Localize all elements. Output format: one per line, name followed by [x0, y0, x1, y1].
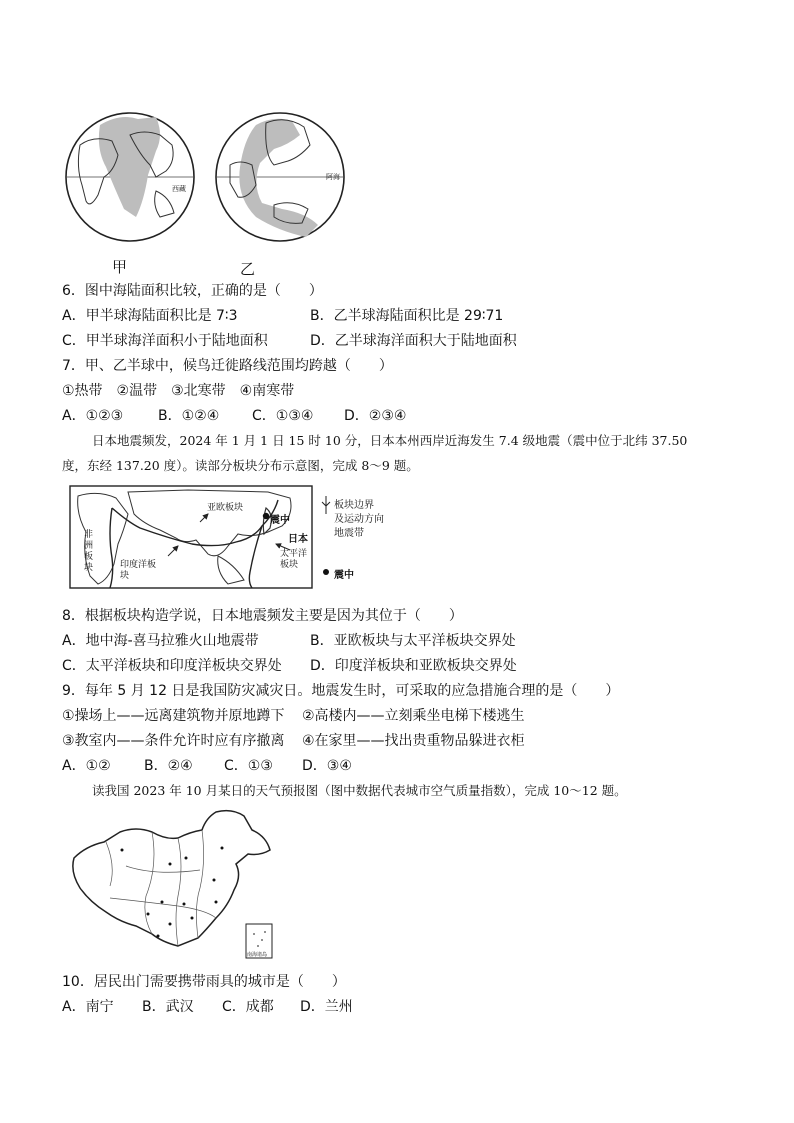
label-pacific-plate: 太平洋板块 — [280, 549, 308, 570]
q8-stem: 8．根据板块构造学说，日本地震频发主要是因为其位于（ ） — [62, 608, 463, 624]
q9-option-a[interactable]: A．①② — [62, 758, 111, 774]
hemisphere-figure — [60, 105, 360, 255]
legend-epicenter: 震中 — [334, 570, 354, 581]
q9-option-d[interactable]: D．③④ — [302, 758, 352, 774]
plate-map-legend — [322, 496, 330, 575]
q9-item-3: ③教室内——条件允许时应有序撤离 — [62, 733, 285, 749]
q8-option-d[interactable]: D．印度洋板块和亚欧板块交界处 — [310, 658, 517, 674]
q8-option-b[interactable]: B．亚欧板块与太平洋板块交界处 — [310, 633, 516, 649]
q7-option-b[interactable]: B．①②④ — [158, 408, 220, 424]
q8-option-c[interactable]: C．太平洋板块和印度洋板块交界处 — [62, 658, 282, 674]
label-japan: 日本 — [288, 534, 308, 545]
label-jia: 甲 — [112, 258, 128, 276]
label-indian-plate: 印度洋板块 — [120, 560, 157, 581]
q7-stem: 7．甲、乙半球中，候鸟迁徙路线范围均跨越（ ） — [62, 358, 393, 374]
q9-option-b[interactable]: B．②④ — [144, 758, 193, 774]
q9-stem: 9．每年 5 月 12 日是我国防灾减灾日。地震发生时，可采取的应急措施合理的是（ ） — [62, 683, 620, 699]
legend-belt: 地震带 — [334, 528, 364, 539]
passage2-line1: 读我国 2023 年 10 月某日的天气预报图（图中数据代表城市空气质量指数），完成 10～12 题。 — [92, 783, 627, 798]
south-china-sea-inset-label: 南海诸岛 — [247, 952, 268, 958]
q10-option-a[interactable]: A．南宁 — [62, 999, 114, 1015]
jia-sea-label: 西藏 — [172, 185, 186, 193]
q7-option-a[interactable]: A．①②③ — [62, 408, 124, 424]
legend-boundary: 板块边界 — [334, 500, 374, 511]
q9-item-1: ①操场上——远离建筑物并原地蹲下 — [62, 708, 285, 724]
q6-option-d[interactable]: D．乙半球海洋面积大于陆地面积 — [310, 333, 517, 349]
epicenter-dot — [263, 513, 269, 519]
hemisphere-jia — [66, 113, 194, 241]
label-eurasian-plate: 亚欧板块 — [207, 503, 244, 513]
label-african-plate: 非洲板块 — [84, 530, 94, 573]
q10-option-b[interactable]: B．武汉 — [142, 999, 194, 1015]
q6-stem: 6．图中海陆面积比较，正确的是（ ） — [62, 283, 323, 299]
q10-stem: 10．居民出门需要携带雨具的城市是（ ） — [62, 974, 346, 990]
q6-option-b[interactable]: B．乙半球海陆面积比是 29∶71 — [310, 308, 504, 324]
q9-item-4: ④在家里——找出贵重物品躲进衣柜 — [302, 733, 525, 749]
q6-option-c[interactable]: C．甲半球海洋面积小于陆地面积 — [62, 333, 268, 349]
china-weather-map — [66, 806, 280, 962]
q8-option-a[interactable]: A．地中海-喜马拉雅火山地震带 — [62, 633, 259, 649]
legend-direction: 及运动方向 — [334, 514, 384, 525]
q7-items: ①热带 ②温带 ③北寒带 ④南寒带 — [62, 383, 295, 399]
label-yi: 乙 — [240, 260, 256, 278]
label-epicenter-tag: 震中 — [270, 515, 290, 526]
q10-option-d[interactable]: D．兰州 — [300, 999, 353, 1015]
passage1-line1: 日本地震频发，2024 年 1 月 1 日 15 时 10 分，日本本州西岸近海发生 7.4 级地震（震中位于北纬 37.50 — [92, 433, 688, 448]
yi-sea-label: 阿海 — [326, 173, 340, 181]
hemisphere-yi — [216, 113, 344, 241]
q9-item-2: ②高楼内——立刻乘坐电梯下楼逃生 — [302, 708, 525, 724]
q6-option-a[interactable]: A．甲半球海陆面积比是 7∶3 — [62, 308, 238, 324]
q10-option-c[interactable]: C．成都 — [222, 999, 274, 1015]
q9-option-c[interactable]: C．①③ — [224, 758, 273, 774]
q7-option-d[interactable]: D．②③④ — [344, 408, 407, 424]
q7-option-c[interactable]: C．①③④ — [252, 408, 314, 424]
passage1-line2: 度，东经 137.20 度）。读部分板块分布示意图，完成 8～9 题。 — [62, 458, 419, 473]
